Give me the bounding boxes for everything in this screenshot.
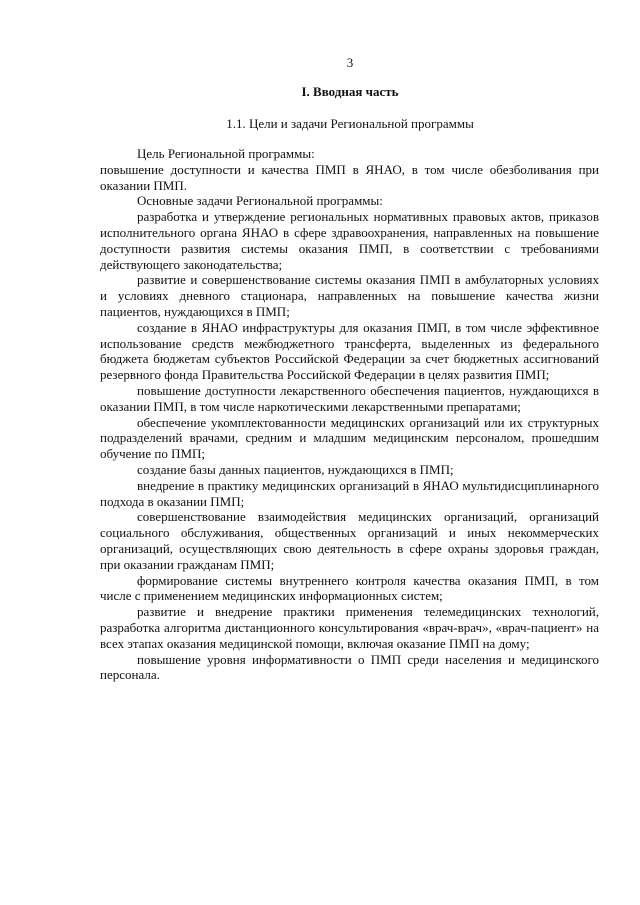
paragraph-task: обеспечение укомплектованности медицинских организаций или их структурных подразделений врачами, средним и младшим медицинским персоналом, прошедшим обучение по ПМП; [100,414,599,462]
paragraph-task: совершенствование взаимодействия медицинских организаций, организаций социального обслуживания, общественных организаций и иных некоммерческих организаций, осуществляющих свою деятельность в сфере охраны здоровья граждан, при оказании гражданам ПМП; [100,509,599,572]
paragraph-task: повышение уровня информативности о ПМП среди населения и медицинского персонала. [100,651,599,683]
subsection-title: 1.1. Цели и задачи Региональной программы [226,116,474,131]
paragraph-goal-heading: Цель Региональной программы: [137,146,315,161]
paragraph-task: разработка и утверждение региональных нормативных правовых актов, приказов исполнительного органа ЯНАО в сфере здравоохранения, направленных на повышение доступности развития системы оказания ПМП, в соответствии с требованиями действующего законодательства; [100,209,599,272]
paragraph-task: развитие и внедрение практики применения телемедицинских технологий, разработка алгоритма дистанционного консультирования «врач-врач», «врач-пациент» на всех этапах оказания медицинской помощи, включая оказание ПМП на дому; [100,604,599,651]
paragraph-task: повышение доступности лекарственного обеспечения пациентов, нуждающихся в оказании ПМП, в том числе наркотическими лекарственными препаратами; [100,382,599,414]
paragraph-goal-text: повышение доступности и качества ПМП в ЯНАО, в том числе обезболивания при оказании ПМП. [100,161,599,193]
paragraph-task: создание базы данных пациентов, нуждающихся в ПМП; [137,461,454,477]
document-body [100,146,599,683]
paragraph-task: внедрение в практику медицинских организаций в ЯНАО мультидисциплинарного подхода в оказании ПМП; [100,477,599,509]
paragraph-task: создание в ЯНАО инфраструктуры для оказания ПМП, в том числе эффективное использование средств межбюджетного трансферта, выделенных из федерального бюджета бюджетам субъектов Российской Федерации за счет бюджетных ассигнований резервного фонда Правительства Российской Федерации в целях развития ПМП; [100,319,599,383]
section-title: I. Вводная часть [301,84,399,99]
page-number: 3 [346,55,354,70]
paragraph-task: формирование системы внутреннего контроля качества оказания ПМП, в том числе с применением медицинских информационных систем; [100,572,599,604]
paragraph-tasks-heading: Основные задачи Региональной программы: [137,193,383,209]
paragraph-task: развитие и совершенствование системы оказания ПМП в амбулаторных условиях и условиях дневного стационара, направленных на повышение качества жизни пациентов, нуждающихся в ПМП; [100,272,599,319]
